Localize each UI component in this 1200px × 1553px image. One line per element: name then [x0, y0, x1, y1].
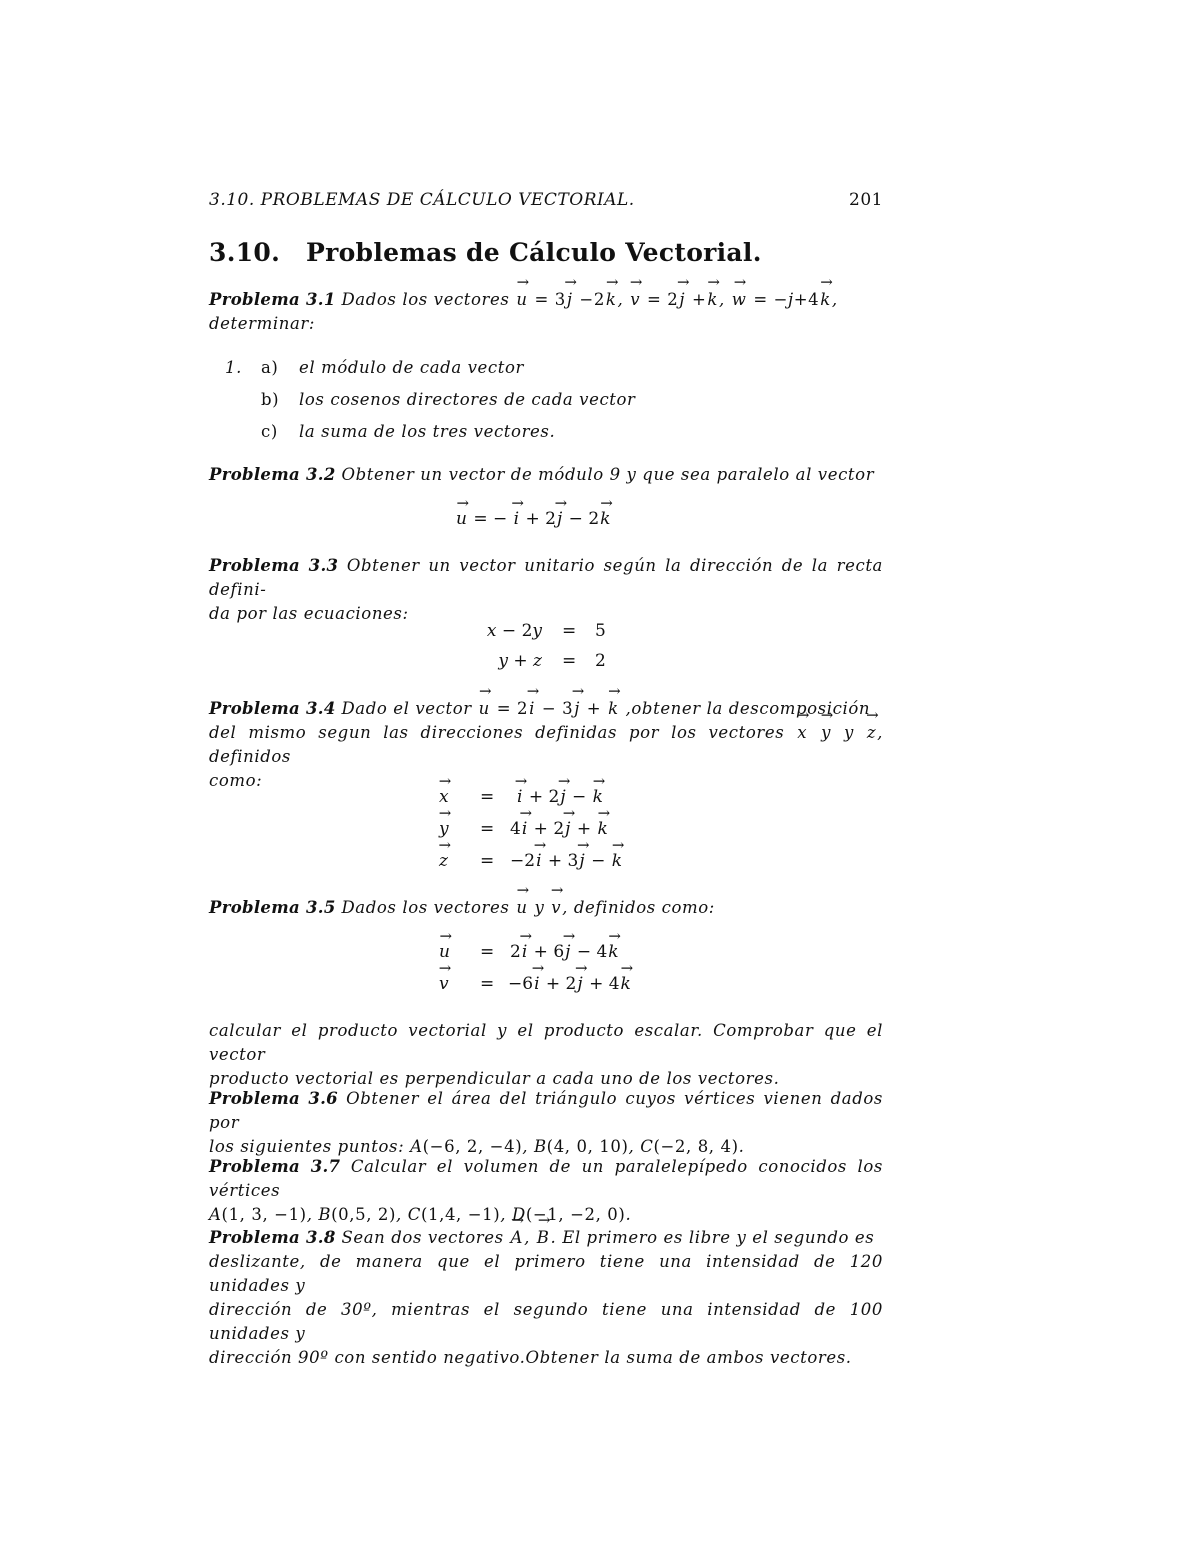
page-number: 201 — [849, 190, 883, 210]
problem-label: Problema 3.6 — [209, 1089, 338, 1108]
line-equations: x − 2y = 5 y + z = 2 — [486, 621, 606, 671]
problem-text: Obtener un vector unitario según la dirección de la recta defini- — [209, 556, 883, 599]
problem-label: Problema 3.1 — [209, 290, 336, 309]
problem-text-continued: da por las ecuaciones: — [209, 604, 409, 623]
vectors-u-v: → u = 2→ i + 6→ j − 4→ k → v = −6→ i + 2→ j + 4→ k — [438, 942, 668, 1006]
problem-label: Problema 3.8 — [209, 1228, 336, 1247]
problem-text: Dado el vector — [341, 699, 472, 718]
problem-text: Dados los vectores — [341, 898, 510, 917]
problem-3-1 — [209, 288, 883, 336]
problem-3-7: Problema 3.7 Calcular el volumen de un paralelepípedo conocidos los vértices A(1, 3, −1), B(0,5, 2), C(1,4, −1), D(−1, −2, 0). — [209, 1157, 884, 1224]
problem-3-5-followup: calcular el producto vectorial y el producto escalar. Comprobar que el vector producto vectorial es perpendicular a cada uno de los vectores. — [209, 1021, 883, 1088]
problem-text: Obtener un vector de módulo 9 y que sea paralelo al vector — [341, 465, 875, 484]
problem-3-8: Problema 3.8 Sean dos vectores → A, → B. El primero es libre y el segundo es deslizante, de manera que el primero tiene una intensidad de 120 unidades y dirección de 30º, mientras el segundo tiene una intensidad de 100 unidades y dirección 90º con sentido negativo.Obtener la suma de ambos vectores. — [209, 1226, 883, 1370]
equation-u: → u = − → i + 2→ j − 2→ k — [455, 509, 611, 529]
running-header — [209, 190, 883, 210]
problem-3-3 — [209, 554, 883, 626]
problem-label: Problema 3.7 — [209, 1157, 341, 1176]
problem-text-continued: determinar: — [209, 314, 316, 333]
problem-3-1-list — [209, 352, 636, 448]
list-item: b) los cosenos directores de cada vector — [261, 390, 636, 409]
list-item: a) el módulo de cada vector — [261, 358, 524, 377]
problem-3-4: Problema 3.4 Dado el vector → u = 2→ i − 3→ j + → k ,obtener la descomposición del mismo segun las direcciones definidas por los vectores → x → y y → z, definidos como: — [209, 697, 883, 793]
section-title: Problemas de Cálculo Vectorial. — [306, 238, 762, 267]
problem-text: Obtener el área del triángulo cuyos vértices vienen dados por — [209, 1089, 883, 1132]
list-number: 1. — [225, 358, 242, 377]
running-title: 3.10. PROBLEMAS DE CÁLCULO VECTORIAL. — [209, 190, 635, 210]
problem-label: Problema 3.4 — [209, 699, 336, 718]
problem-label: Problema 3.3 — [209, 556, 339, 575]
problem-text: Sean dos vectores — [341, 1228, 504, 1247]
problem-3-6: Problema 3.6 Obtener el área del triángulo cuyos vértices vienen dados por los siguientes puntos: A(−6, 2, −4), B(4, 0, 10), C(−2, 8, 4). — [209, 1089, 883, 1156]
problem-text: Calcular el volumen de un paralelepípedo conocidos los vértices — [209, 1157, 884, 1200]
list-item: c) la suma de los tres vectores. — [261, 422, 556, 441]
problem-text: Dados los vectores — [341, 290, 510, 309]
problem-3-2 — [209, 463, 883, 487]
vector-definitions: → u = 3→ j −2→ k, → v = 2→ j +→ k, → w = −j+4→ k, — [515, 290, 837, 309]
direction-vectors: → x = → i + 2→ j − → k → y = 4→ i + 2→ j + → k → z = −2→ i + 3→ j − → k — [438, 787, 668, 883]
problem-label: Problema 3.2 — [209, 465, 336, 484]
section-heading — [209, 238, 762, 267]
section-number: 3.10. — [209, 238, 281, 267]
problem-3-5: Problema 3.5 Dados los vectores → u y → v, definidos como: — [209, 896, 883, 920]
problem-label: Problema 3.5 — [209, 898, 336, 917]
vector-definition: → u = 2→ i − 3→ j + → k — [478, 699, 620, 718]
